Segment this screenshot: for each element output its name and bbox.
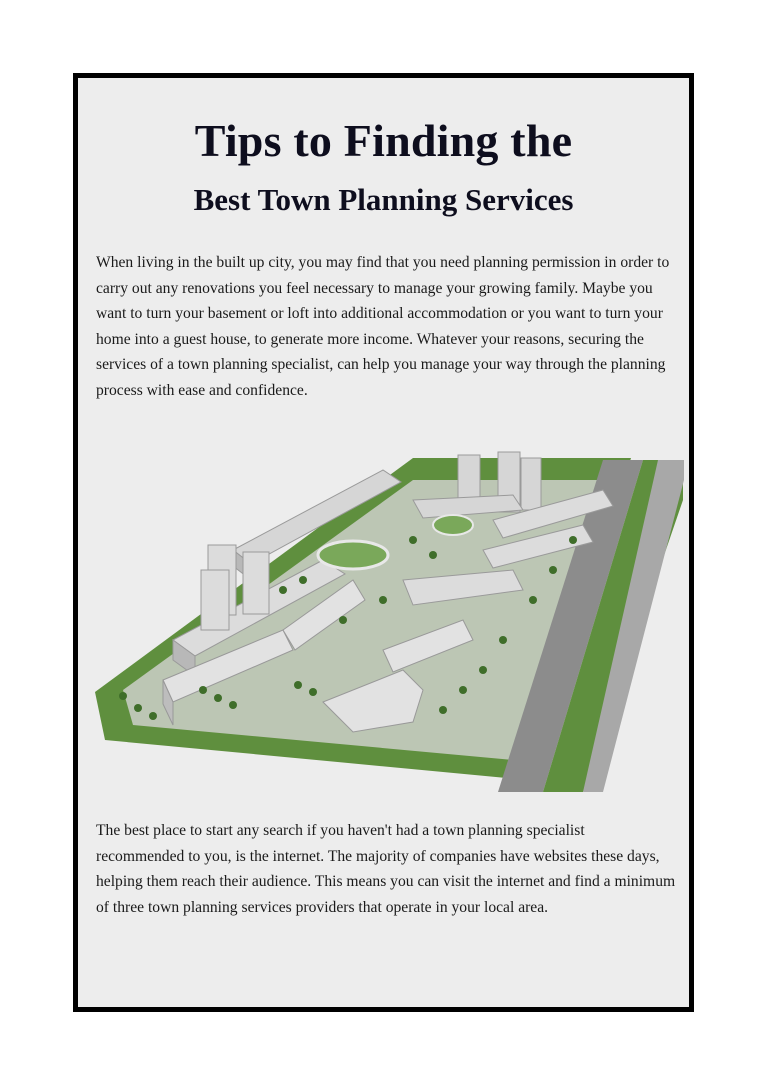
intro-paragraph: When living in the built up city, you may find that you need planning permission in order to carry out any renovations you feel necessary to manage your growing family. Maybe you want to turn your basement or loft into additional accommodation or you want to turn your home into a guest house, to generate more income. Whatever your reasons, securing the services of a town planning specialist, can help you manage your way through the planning process with ease and confidence. bbox=[96, 254, 670, 399]
document-subtitle: Best Town Planning Services bbox=[193, 182, 574, 217]
plaza-circle bbox=[433, 515, 473, 535]
central-park bbox=[318, 541, 388, 569]
document-title: Tips to Finding the bbox=[194, 115, 573, 166]
town-plan-model bbox=[83, 440, 684, 792]
document-page bbox=[73, 73, 694, 1012]
search-paragraph: The best place to start any search if you haven't had a town planning specialist recommended to you, is the internet. The majority of companies have websites these days, helping them reach their audience. This means you can visit the internet and find a minimum of three town planning services providers that operate in your local area. bbox=[96, 822, 676, 916]
town-plan-illustration bbox=[83, 440, 684, 792]
